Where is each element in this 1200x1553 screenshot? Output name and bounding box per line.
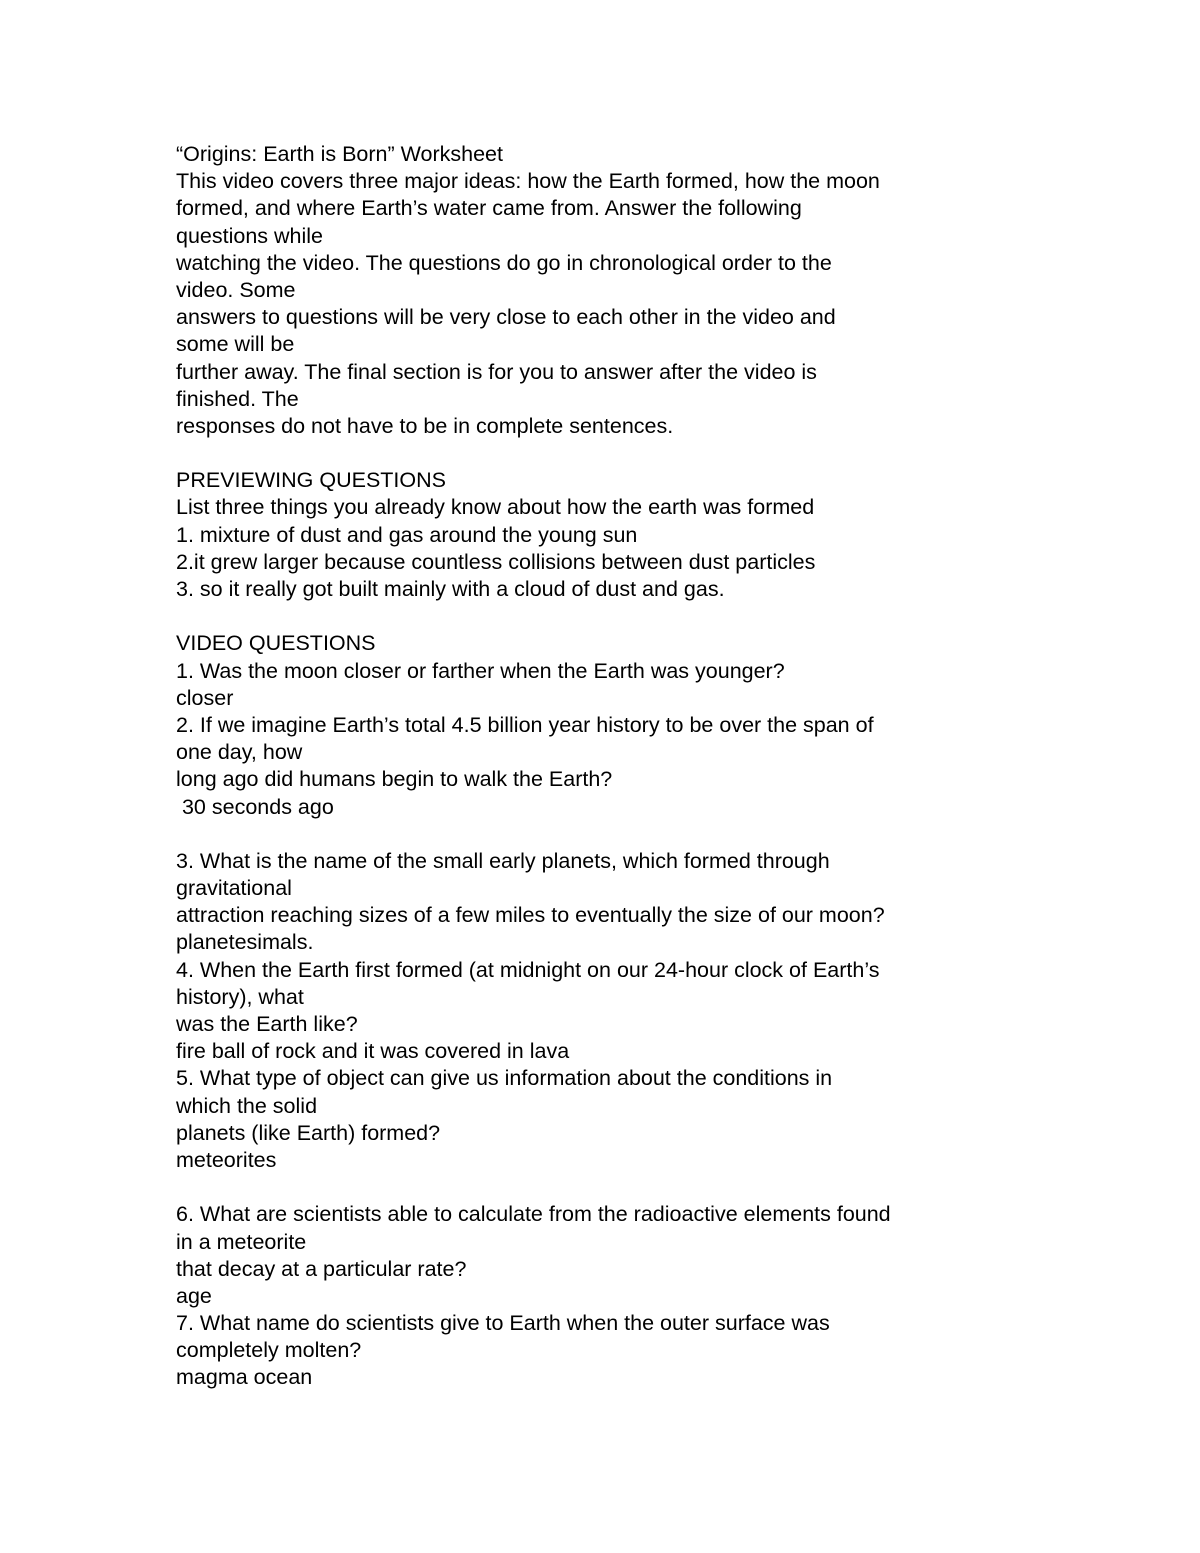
intro-line: formed, and where Earth’s water came from. Answer the following bbox=[176, 196, 802, 221]
intro-line: answers to questions will be very close to each other in the video and bbox=[176, 305, 836, 330]
answer-text: closer bbox=[176, 685, 234, 710]
answer-text: 30 seconds ago bbox=[176, 794, 334, 819]
question-text: in a meteorite bbox=[176, 1229, 307, 1254]
previewing-heading: PREVIEWING QUESTIONS bbox=[176, 468, 446, 493]
video-heading: VIDEO QUESTIONS bbox=[176, 631, 376, 656]
question-text: 4. When the Earth first formed (at midnight on our 24-hour clock of Earth’s bbox=[176, 957, 880, 982]
question-7 bbox=[176, 1310, 1036, 1392]
question-text: was the Earth like? bbox=[176, 1012, 358, 1036]
spacer bbox=[176, 440, 1036, 467]
answer-text: magma ocean bbox=[176, 1365, 313, 1390]
answer-text: age bbox=[176, 1283, 212, 1308]
previewing-prompt: List three things you already know about how the earth was formed bbox=[176, 495, 815, 520]
question-text: planets (like Earth) formed? bbox=[176, 1120, 441, 1145]
answer-text: planetesimals. bbox=[176, 930, 314, 955]
intro-line: further away. The final section is for you to answer after the video is bbox=[176, 359, 817, 384]
question-text: 7. What name do scientists give to Earth when the outer surface was bbox=[176, 1311, 830, 1336]
intro-paragraph bbox=[176, 168, 1036, 440]
question-3 bbox=[176, 848, 1036, 957]
worksheet-content bbox=[176, 141, 1036, 1392]
question-2 bbox=[176, 712, 1036, 821]
question-text: 1. Was the moon closer or farther when the Earth was younger? bbox=[176, 658, 785, 683]
question-text: 3. What is the name of the small early planets, which formed through bbox=[176, 848, 830, 873]
question-4 bbox=[176, 957, 1036, 1066]
question-text: which the solid bbox=[176, 1093, 318, 1118]
intro-line: questions while bbox=[176, 223, 324, 248]
question-text: 2. If we imagine Earth’s total 4.5 billion year history to be over the span of bbox=[176, 712, 874, 737]
question-text: history), what bbox=[176, 984, 304, 1009]
previewing-answer: 2.it grew larger because countless collisions between dust particles bbox=[176, 549, 816, 574]
intro-line: responses do not have to be in complete sentences. bbox=[176, 413, 674, 438]
spacer bbox=[176, 1174, 1036, 1201]
previewing-answer: 1. mixture of dust and gas around the young sun bbox=[176, 522, 638, 547]
question-1 bbox=[176, 658, 1036, 712]
question-text: completely molten? bbox=[176, 1338, 362, 1363]
answer-text: fire ball of rock and it was covered in lava bbox=[176, 1039, 570, 1064]
intro-line: watching the video. The questions do go in chronological order to the bbox=[176, 250, 832, 275]
previewing-section bbox=[176, 467, 1036, 603]
question-text: that decay at a particular rate? bbox=[176, 1256, 467, 1281]
question-6 bbox=[176, 1201, 1036, 1310]
intro-line: This video covers three major ideas: how the Earth formed, how the moon bbox=[176, 169, 880, 194]
question-5 bbox=[176, 1065, 1036, 1174]
spacer bbox=[176, 821, 1036, 848]
question-text: one day, how bbox=[176, 740, 303, 765]
question-text: 6. What are scientists able to calculate from the radioactive elements found bbox=[176, 1202, 891, 1227]
answer-text: meteorites bbox=[176, 1147, 277, 1172]
video-section bbox=[176, 630, 1036, 1391]
question-text: 5. What type of object can give us information about the conditions in bbox=[176, 1066, 833, 1091]
worksheet-title: “Origins: Earth is Born” Worksheet bbox=[176, 142, 503, 166]
intro-line: video. Some bbox=[176, 277, 296, 302]
spacer bbox=[176, 603, 1036, 630]
intro-line: finished. The bbox=[176, 386, 299, 411]
question-text: gravitational bbox=[176, 876, 292, 901]
question-text: long ago did humans begin to walk the Earth? bbox=[176, 767, 613, 792]
intro-line: some will be bbox=[176, 332, 295, 357]
previewing-answer: 3. so it really got built mainly with a cloud of dust and gas. bbox=[176, 577, 725, 601]
question-text: attraction reaching sizes of a few miles to eventually the size of our moon? bbox=[176, 903, 885, 928]
